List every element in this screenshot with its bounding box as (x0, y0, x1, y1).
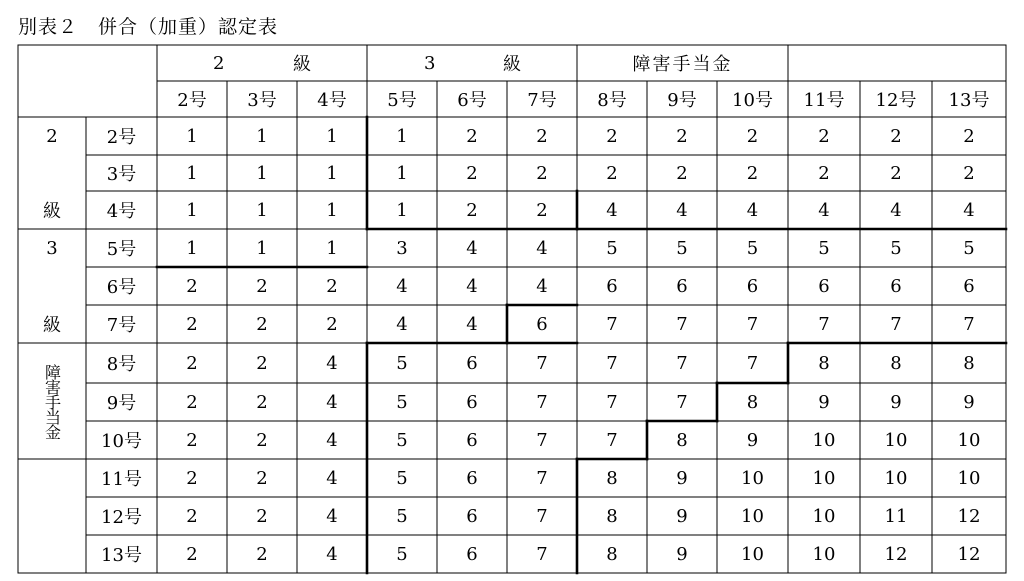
table-cell: 2 (466, 199, 478, 221)
table-cell: 8 (676, 429, 688, 451)
row-group-allowance: 障害手当金 (42, 363, 62, 439)
table-cell: 6 (890, 275, 902, 297)
table-cell: 4 (326, 352, 338, 374)
table-cell: 2 (818, 162, 830, 184)
table-cell: 2 (256, 505, 268, 527)
row-header: 4号 (106, 201, 137, 222)
table-cell: 8 (606, 505, 618, 527)
table-cell: 9 (818, 391, 830, 413)
table-cell: 7 (818, 313, 830, 335)
col-header: 11号 (803, 90, 845, 111)
table-cell: 2 (536, 199, 548, 221)
table-cell: 7 (890, 313, 902, 335)
table-cell: 1 (256, 237, 268, 259)
table-cell: 7 (606, 352, 618, 374)
table-cell: 9 (676, 505, 688, 527)
table-cell: 1 (256, 125, 268, 147)
table-cell: 2 (890, 162, 902, 184)
table-cell: 7 (676, 352, 688, 374)
table-cell: 8 (818, 352, 830, 374)
table-cell: 1 (186, 199, 198, 221)
table-cell: 7 (963, 313, 975, 335)
col-group-allowance: 障害手当金 (632, 54, 733, 75)
col-group-2kyu-label: 級 (293, 54, 311, 75)
table-cell: 4 (466, 313, 478, 335)
table-cell: 5 (396, 391, 408, 413)
table-cell: 6 (466, 352, 478, 374)
table-cell: 1 (326, 199, 338, 221)
row-header: 13号 (101, 545, 142, 566)
table-cell: 1 (396, 125, 408, 147)
table-cell: 7 (676, 391, 688, 413)
table-cell: 4 (466, 275, 478, 297)
table-cell: 2 (186, 391, 198, 413)
table-cell: 8 (963, 352, 975, 374)
table-cell: 4 (396, 275, 408, 297)
col-header: 8号 (597, 90, 627, 111)
table-cell: 2 (676, 162, 688, 184)
table-cell: 5 (396, 467, 408, 489)
col-header: 12号 (875, 90, 917, 111)
row-header: 9号 (106, 393, 137, 414)
col-header: 7号 (527, 90, 557, 111)
table-cell: 2 (256, 543, 268, 565)
table-cell: 10 (812, 543, 836, 565)
table-cell: 5 (396, 505, 408, 527)
col-group-3kyu-num: 3 (424, 52, 436, 74)
table-cell: 2 (256, 467, 268, 489)
table-cell: 4 (536, 237, 548, 259)
table-cell: 10 (957, 467, 981, 489)
table-cell: 4 (606, 199, 618, 221)
table-cell: 8 (890, 352, 902, 374)
table-cell: 1 (256, 162, 268, 184)
table-cell: 7 (536, 391, 548, 413)
table-cell: 7 (676, 313, 688, 335)
row-group-2kyu-label: 級 (43, 201, 61, 222)
col-group-3kyu-label: 級 (503, 54, 521, 75)
table-cell: 2 (746, 125, 759, 147)
col-header: 2号 (177, 90, 207, 111)
table-cell: 12 (884, 543, 908, 565)
table-cell: 2 (326, 275, 338, 297)
row-header: 12号 (101, 507, 142, 528)
row-header: 7号 (106, 315, 137, 336)
col-group-2kyu-num: 2 (213, 52, 225, 74)
table-cell: 5 (606, 237, 618, 259)
table-cell: 1 (326, 125, 338, 147)
col-header: 9号 (667, 90, 697, 111)
table-cell: 12 (957, 505, 981, 527)
table-cell: 4 (396, 313, 408, 335)
table-cell: 1 (396, 162, 408, 184)
table-cell: 7 (746, 313, 759, 335)
table-cell: 7 (536, 352, 548, 374)
col-header: 3号 (247, 90, 277, 111)
table-cell: 10 (812, 429, 836, 451)
table-cell: 2 (186, 352, 198, 374)
table-cell: 10 (884, 429, 908, 451)
col-header: 13号 (948, 90, 990, 111)
table-cell: 4 (890, 199, 902, 221)
table-cell: 1 (186, 237, 198, 259)
table-cell: 5 (396, 543, 408, 565)
table-cell: 6 (536, 313, 548, 335)
table-cell: 4 (326, 505, 338, 527)
table-cell: 4 (746, 199, 759, 221)
table-cell: 5 (396, 429, 408, 451)
table-cell: 10 (741, 543, 764, 565)
table-cell: 9 (963, 391, 975, 413)
table-cell: 2 (536, 125, 548, 147)
table-cell: 4 (963, 199, 975, 221)
col-header: 5号 (387, 90, 417, 111)
table-cell: 7 (746, 352, 759, 374)
table-cell: 6 (676, 275, 688, 297)
table-cell: 6 (466, 505, 478, 527)
table-cell: 2 (963, 162, 975, 184)
table-cell: 8 (606, 543, 618, 565)
table-cell: 3 (396, 237, 408, 259)
table-cell: 8 (606, 467, 618, 489)
table-cell: 1 (256, 199, 268, 221)
table-cell: 1 (186, 125, 198, 147)
col-group-2kyu (157, 45, 366, 81)
table-cell: 2 (256, 391, 268, 413)
row-header: 10号 (101, 431, 142, 452)
table-cell: 6 (466, 429, 478, 451)
table-cell: 1 (186, 162, 198, 184)
table-cell: 6 (466, 543, 478, 565)
table-cell: 1 (326, 237, 338, 259)
table-cell: 2 (186, 505, 198, 527)
table-cell: 7 (536, 467, 548, 489)
table-cell: 5 (676, 237, 688, 259)
table-cell: 2 (256, 429, 268, 451)
table-cell: 6 (818, 275, 830, 297)
table-cell: 4 (326, 543, 338, 565)
table-cell: 2 (963, 125, 975, 147)
table-cell: 10 (812, 505, 836, 527)
table-cell: 2 (186, 429, 198, 451)
table-cell: 5 (746, 237, 759, 259)
table-cell: 9 (676, 543, 688, 565)
table-cell: 7 (606, 313, 618, 335)
table-cell: 1 (396, 199, 408, 221)
row-header: 3号 (106, 164, 137, 185)
row-header: 11号 (101, 469, 142, 490)
table-cell: 1 (326, 162, 338, 184)
table-cell: 10 (741, 467, 764, 489)
table-cell: 2 (186, 275, 198, 297)
table-cell: 11 (884, 505, 908, 527)
table-cell: 2 (256, 313, 268, 335)
table-cell: 9 (746, 429, 759, 451)
table-cell: 5 (818, 237, 830, 259)
table-cell: 2 (466, 162, 478, 184)
table-cell: 2 (326, 313, 338, 335)
table-cell: 2 (606, 125, 618, 147)
table-cell: 2 (746, 162, 759, 184)
table-cell: 4 (326, 429, 338, 451)
table-cell: 10 (741, 505, 764, 527)
table-cell: 2 (890, 125, 902, 147)
table-cell: 6 (466, 467, 478, 489)
table-cell: 2 (186, 313, 198, 335)
row-group-2kyu-num: 2 (46, 125, 58, 147)
table-cell: 2 (466, 125, 478, 147)
table-cell: 6 (746, 275, 759, 297)
table-cell: 2 (186, 543, 198, 565)
page-title: 別表２ 併合（加重）認定表 (18, 16, 279, 38)
table-cell: 2 (536, 162, 548, 184)
col-group-3kyu (367, 45, 577, 81)
col-header: 10号 (732, 90, 773, 111)
table-cell: 7 (536, 429, 548, 451)
row-header: 5号 (106, 239, 137, 260)
table-cell: 6 (466, 391, 478, 413)
table-cell: 9 (890, 391, 902, 413)
table-cell: 7 (606, 429, 618, 451)
table-cell: 2 (818, 125, 830, 147)
table-cell: 2 (256, 352, 268, 374)
table-cell: 10 (884, 467, 908, 489)
table-cell: 2 (186, 467, 198, 489)
table-cell: 6 (606, 275, 618, 297)
col-header: 6号 (457, 90, 487, 111)
table-cell: 12 (957, 543, 981, 565)
row-header: 6号 (106, 277, 137, 298)
row-group-3kyu-label: 級 (43, 315, 61, 336)
table-cell: 10 (812, 467, 836, 489)
table-cell: 6 (963, 275, 975, 297)
table-cell: 8 (746, 391, 759, 413)
row-group-3kyu-num: 3 (46, 237, 58, 259)
table-cell: 7 (536, 543, 548, 565)
table-cell: 2 (256, 275, 268, 297)
row-header: 8号 (106, 354, 137, 375)
table-cell: 4 (818, 199, 830, 221)
table-cell: 7 (606, 391, 618, 413)
table-cell: 4 (326, 467, 338, 489)
table-cell: 2 (676, 125, 688, 147)
table-cell: 4 (536, 275, 548, 297)
table-cell: 4 (326, 391, 338, 413)
table-cell: 2 (606, 162, 618, 184)
row-header: 2号 (106, 127, 137, 148)
table-cell: 9 (676, 467, 688, 489)
table-cell: 5 (396, 352, 408, 374)
table-cell: 4 (676, 199, 688, 221)
table-cell: 10 (957, 429, 981, 451)
table-cell: 7 (536, 505, 548, 527)
col-header: 4号 (317, 90, 347, 111)
table-cell: 5 (890, 237, 902, 259)
table-cell: 5 (963, 237, 975, 259)
table-cell: 4 (466, 237, 478, 259)
